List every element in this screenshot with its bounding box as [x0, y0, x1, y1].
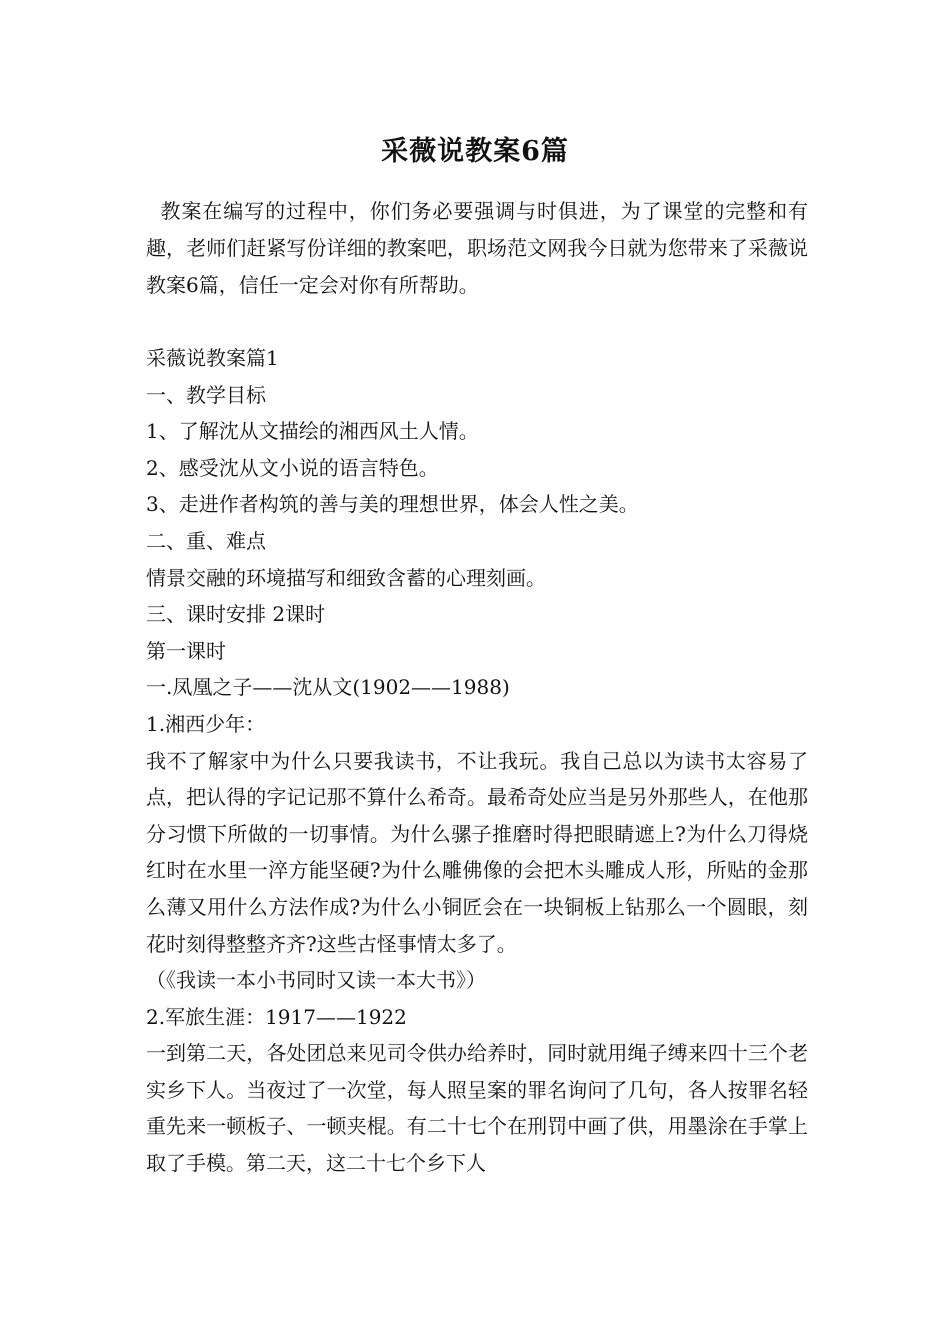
military-paragraph: 一到第二天，各处团总来见司令供办给养时，同时就用绳子缚来四十三个老实乡下人。当夜过了一次堂，每人照呈案的罪名询问了几句，各人按罪名轻重先来一顿板子、一顿夹棍。有二十七个在刑罚中画了供，用墨涂在手掌上取了手模。第二天，这二十七个乡下人 — [146, 1041, 808, 1176]
subheading-objectives: 一、教学目标 — [146, 382, 266, 407]
author-heading: 一.凤凰之子——沈从文(1902——1988) — [146, 675, 510, 700]
subheading-schedule: 三、课时安排 2课时 — [146, 602, 326, 627]
subheading-key-points: 二、重、难点 — [146, 528, 266, 553]
section-heading-military: 2.军旅生涯：1917——1922 — [146, 1004, 407, 1029]
section-heading-youth: 1.湘西少年： — [146, 711, 266, 736]
objective-item: 2、感受沈从文小说的语言特色。 — [146, 455, 439, 480]
intro-paragraph — [146, 193, 808, 304]
lesson-heading: 第一课时 — [146, 638, 226, 663]
section-heading: 采薇说教案篇1 — [146, 346, 279, 370]
quote-paragraph: 我不了解家中为什么只要我读书，不让我玩。我自己总以为读书太容易了点，把认得的字记记那不算什么希奇。最希奇处应当是另外那些人，在他那分习惯下所做的一切事情。为什么骡子推磨时得把眼睛遮上?为什么刀得烧红时在水里一淬方能坚硬?为什么雕佛像的会把木头雕成人形，所贴的金那么薄又用什么方法作成?为什么小铜匠会在一块铜板上钻那么一个圆眼，刻花时刻得整整齐齐?这些古怪事情太多了。 — [146, 748, 808, 956]
document-title: 采薇说教案6篇 — [381, 136, 569, 167]
objective-item: 3、走进作者构筑的善与美的理想世界，体会人性之美。 — [146, 492, 639, 517]
quote-source: （《我读一本小书同时又读一本大书》） — [146, 968, 486, 993]
intro-indent — [146, 199, 161, 223]
objective-item: 1、了解沈从文描绘的湘西风土人情。 — [146, 419, 479, 444]
document-body — [146, 340, 808, 1182]
key-points-text: 情景交融的环境描写和细致含蓄的心理刻画。 — [146, 565, 546, 590]
intro-text: 教案在编写的过程中，你们务必要强调与时俱进，为了课堂的完整和有趣，老师们赶紧写份详细的教案吧，职场范文网我今日就为您带来了采薇说教案6篇，信任一定会对你有所帮助。 — [146, 199, 808, 297]
